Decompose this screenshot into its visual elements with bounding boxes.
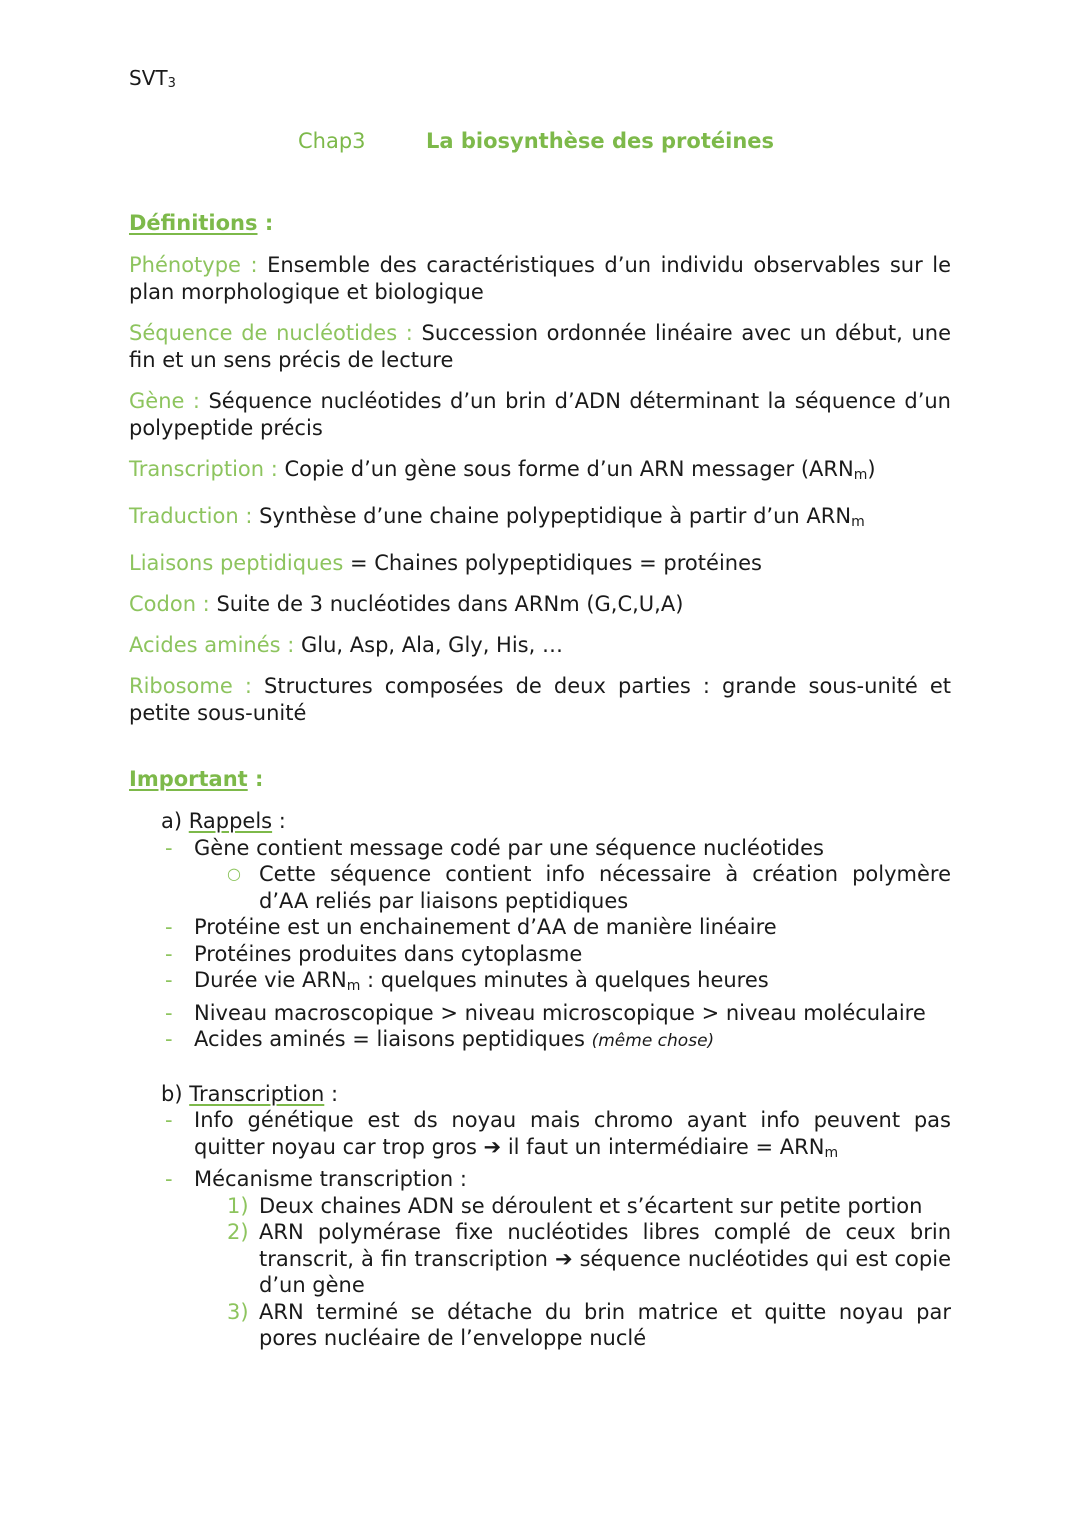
definition-item: Phénotype : Ensemble des caractéristiques d’un individu observables sur le plan morphologique et biologique xyxy=(129,253,951,304)
list-item: - Durée vie ARNm : quelques minutes à quelques heures xyxy=(165,968,769,994)
course-label: $SVT_3$ xyxy=(129,66,176,91)
list-item: - Protéine est un enchainement d’AA de manière linéaire xyxy=(165,915,777,939)
chapter-title xyxy=(298,129,775,153)
important-heading: Important : xyxy=(129,767,264,791)
list-item: - Mécanisme transcription : xyxy=(165,1167,467,1191)
list-item: - Gène contient message codé par une séquence nucléotides xyxy=(165,835,824,860)
definition-item: Transcription : Copie d’un gène sous forme d’un ARN messager (ARNm) xyxy=(129,457,876,483)
numbered-step: 3) ARN terminé se détache du brin matrice et quitte noyau par pores nucléaire de l’enveloppe nuclé xyxy=(227,1299,951,1350)
definition-item: Traduction : Synthèse d’une chaine polypeptidique à partir d’un ARNm xyxy=(129,504,865,530)
important-content xyxy=(129,808,951,1352)
list-item: - Niveau macroscopique > niveau microscopique > niveau moléculaire xyxy=(165,1000,926,1025)
definition-item: Ribosome : Structures composées de deux parties : grande sous-unité et petite sous-unité xyxy=(129,674,951,725)
list-item: - Acides aminés = liaisons peptidiques (même chose) xyxy=(165,1027,715,1051)
list-item: - Info génétique est ds noyau mais chromo ayant info peuvent pas quitter noyau car trop gros ➔ il faut un intermédiaire = ARNm xyxy=(165,1108,951,1161)
definition-item: Gène : Séquence nucléotides d’un brin d’ADN déterminant la séquence d’un polypeptide précis xyxy=(129,389,951,440)
subsection-transcription-title: b) Transcription : xyxy=(161,1081,339,1106)
chapter-name: La biosynthèse des protéines xyxy=(426,129,775,153)
definition-item: Liaisons peptidiques = Chaines polypeptidiques = protéines xyxy=(129,551,762,575)
definitions-heading: Définitions : xyxy=(129,211,274,235)
definition-item: Séquence de nucléotides : Succession ordonnée linéaire avec un début, une fin et un sens précis de lecture xyxy=(129,321,951,372)
numbered-step: 2) ARN polymérase fixe nucléotides libres complé de ceux brin transcrit, à fin transcription ➔ séquence nucléotides qui est copie d’un gène xyxy=(227,1220,951,1297)
definitions-list xyxy=(129,252,951,741)
subsection-rappels-title: a) Rappels : xyxy=(161,809,286,833)
list-item: - Protéines produites dans cytoplasme xyxy=(165,941,583,966)
chapter-number: Chap3 xyxy=(298,129,366,153)
definition-item: Codon : Suite de 3 nucléotides dans ARNm (G,C,U,A) xyxy=(129,592,684,616)
sub-list-item: ○ Cette séquence contient info nécessaire à création polymère d’AA reliés par liaisons peptidiques xyxy=(227,862,951,913)
definition-item: Acides aminés : Glu, Asp, Ala, Gly, His, … xyxy=(129,633,563,657)
numbered-step: 1) Deux chaines ADN se déroulent et s’écartent sur petite portion xyxy=(227,1193,923,1218)
circle-bullet-icon: ○ xyxy=(227,864,241,883)
